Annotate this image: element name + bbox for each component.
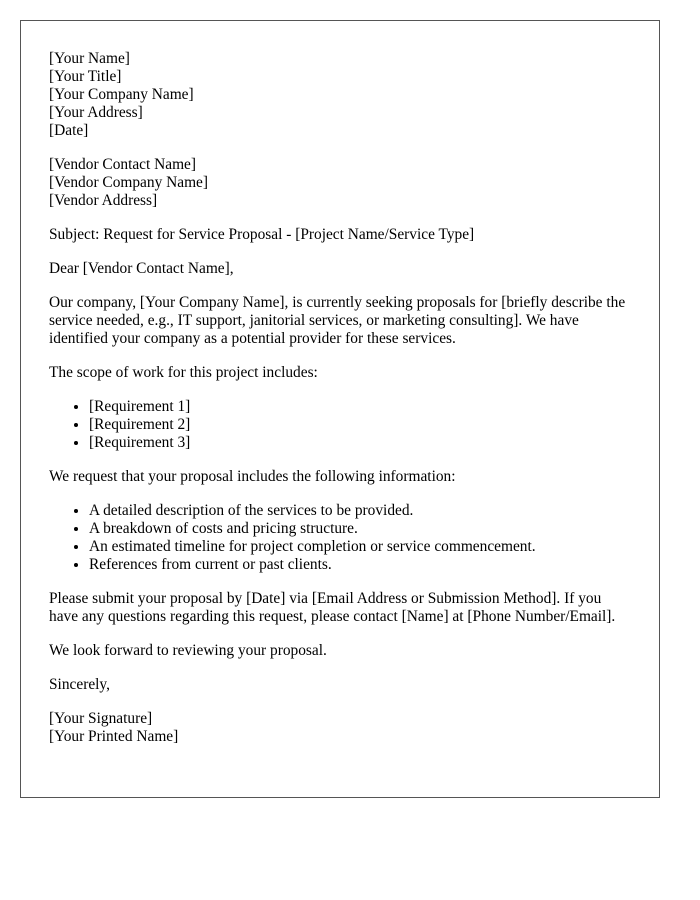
recipient-contact: [Vendor Contact Name] [49, 156, 197, 173]
list-item: • An estimated timeline for project completion or service commencement. [89, 538, 631, 556]
list-item: • References from current or past clients. [89, 556, 631, 574]
sender-name: [Your Name] [49, 50, 130, 67]
sender-title: [Your Title] [49, 68, 122, 85]
subject-line: Subject: Request for Service Proposal - [Project Name/Service Type] [49, 226, 475, 243]
list-item: • [Requirement 3] [89, 434, 631, 452]
requirements-list [49, 398, 631, 452]
list-item: • A detailed description of the services to be provided. [89, 502, 631, 520]
list-item: • A breakdown of costs and pricing structure. [89, 520, 631, 538]
submission-paragraph: Please submit your proposal by [Date] via [Email Address or Submission Method]. If you have any questions regarding this request, please contact [Name] at [Phone Number/Email]. [49, 590, 616, 625]
sender-company: [Your Company Name] [49, 86, 194, 103]
sender-address: [Your Address] [49, 104, 143, 121]
scope-intro: The scope of work for this project includes: [49, 364, 318, 381]
recipient-company: [Vendor Company Name] [49, 174, 208, 191]
list-item: • [Requirement 2] [89, 416, 631, 434]
signoff: Sincerely, [49, 676, 110, 693]
letter-page [20, 20, 660, 798]
closing-line: We look forward to reviewing your proposal. [49, 642, 327, 659]
printed-name: [Your Printed Name] [49, 728, 179, 745]
intro-paragraph: Our company, [Your Company Name], is currently seeking proposals for [briefly describe the service needed, e.g., IT support, janitorial services, or marketing consulting]. We have identified your company as a potential provider for these services. [49, 294, 626, 347]
proposal-contents-list [49, 502, 631, 574]
salutation: Dear [Vendor Contact Name], [49, 260, 234, 277]
letter-date: [Date] [49, 122, 89, 139]
signature-line: [Your Signature] [49, 710, 153, 727]
signature-block [49, 710, 631, 746]
request-intro: We request that your proposal includes the following information: [49, 468, 456, 485]
sender-block [49, 50, 631, 140]
recipient-block [49, 156, 631, 210]
list-item: • [Requirement 1] [89, 398, 631, 416]
recipient-address: [Vendor Address] [49, 192, 158, 209]
